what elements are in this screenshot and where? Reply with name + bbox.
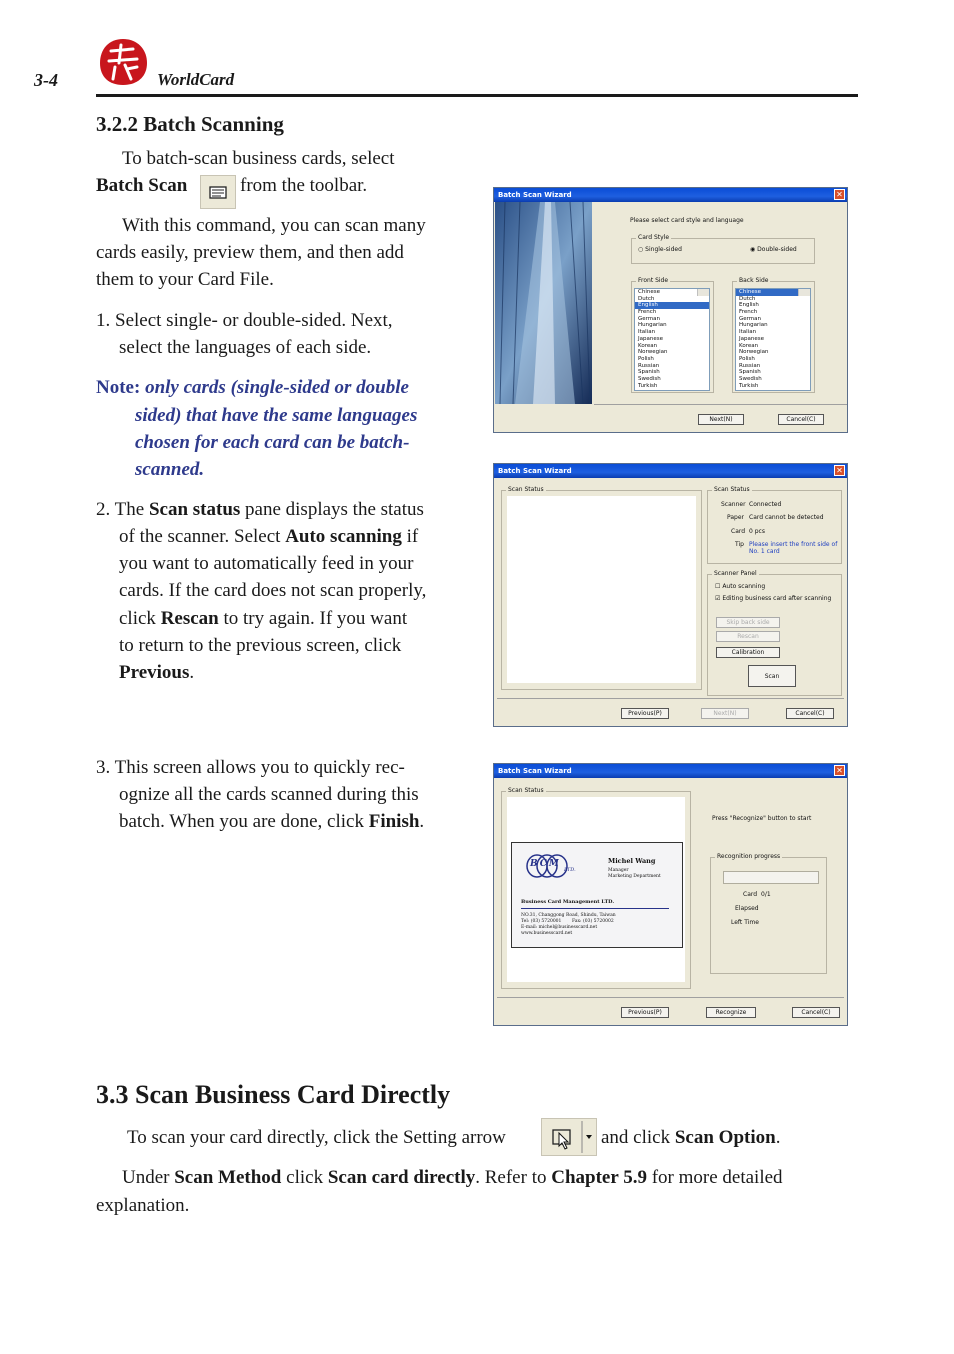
scrollbar[interactable] [697, 289, 709, 296]
d2-left-group-label: Scan Status [508, 486, 544, 493]
d2-tip-value-1: Please insert the front side of [749, 541, 838, 548]
language-option[interactable]: French [638, 309, 657, 316]
s33-l1-post: and click [601, 1127, 675, 1148]
language-option[interactable]: Japanese [638, 335, 663, 342]
d2-tip-value-2: No. 1 card [749, 548, 780, 555]
language-option[interactable]: Italian [739, 329, 757, 336]
intro-line-1: To batch-scan business cards, select [122, 148, 395, 169]
s2-l7-post: . [189, 662, 195, 683]
language-option[interactable]: Japanese [739, 335, 764, 342]
d2-rescan-button[interactable]: Rescan [716, 631, 780, 642]
s2-l2-bold: Auto scanning [285, 526, 402, 547]
language-option[interactable]: English [635, 302, 709, 309]
s3-l3-pre: batch. When you are done, click [119, 811, 369, 832]
s2-l5-bold: Rescan [160, 608, 219, 629]
s2-l1-bold: Scan status [148, 499, 241, 520]
d2-skip-back-side-button[interactable]: Skip back side [716, 617, 780, 628]
step2-line-7 [119, 659, 194, 686]
d1-back-label: Back Side [739, 277, 769, 284]
step2-line-2 [119, 523, 418, 550]
s2-l1-pre: 2. The [96, 499, 149, 520]
note-label: Note: [96, 377, 141, 398]
intro-line-2 [96, 172, 187, 199]
note-text-2: sided) that have the same languages [135, 405, 418, 426]
d3-elapsed-label: Elapsed [735, 905, 759, 912]
d1-next-button[interactable]: Next(N) [698, 414, 744, 425]
note-text-3: chosen for each card can be batch- [135, 432, 410, 453]
bc-email: E-mail: michel@businesscard.net [521, 925, 598, 930]
language-option[interactable]: Italian [638, 329, 656, 336]
business-card-preview [511, 842, 683, 948]
d3-cancel-button[interactable]: Cancel(C) [792, 1007, 840, 1018]
d2-cancel-button[interactable]: Cancel(C) [786, 708, 834, 719]
s3-l3-post: . [419, 811, 425, 832]
d2-editing-checkbox[interactable] [715, 595, 831, 602]
d3-progress-bar [723, 871, 819, 884]
d2-paper-value: Card cannot be detected [749, 514, 824, 521]
bc-logo-text: BCM [530, 859, 561, 869]
s33-l2-b2: Scan card directly [327, 1167, 476, 1188]
d2-preview-pane [507, 496, 696, 683]
d3-scan-status-group [501, 787, 691, 989]
language-option[interactable]: Hungarian [739, 322, 768, 329]
step3-line-1: 3. This screen allows you to quickly rec- [96, 757, 405, 778]
language-option[interactable]: Korean [638, 342, 658, 349]
intro-line-2-rest: from the toolbar. [240, 175, 368, 196]
note-line-4 [135, 456, 204, 483]
close-icon[interactable]: ✕ [834, 189, 845, 200]
bc-rule [521, 908, 669, 909]
note-line-2 [135, 402, 417, 429]
d1-front-language-list[interactable] [634, 288, 710, 391]
checkbox-unchecked-icon: ☐ [715, 583, 721, 590]
d3-card-value: 0/1 [761, 891, 771, 898]
setting-arrow-toolbar-icon [541, 1118, 597, 1156]
language-option[interactable]: Swedish [638, 375, 661, 382]
s33-l2-b1: Scan Method [174, 1167, 282, 1188]
d2-auto-label: Auto scanning [722, 583, 766, 590]
batch-scan-term: Batch Scan [96, 175, 188, 196]
batch-scan-wizard-dialog-1 [493, 187, 848, 433]
d2-tip-label: Tip [735, 541, 744, 548]
page-number: 3-4 [34, 70, 58, 90]
separator [497, 997, 844, 998]
step2-line-1 [96, 496, 424, 523]
language-option[interactable]: German [739, 315, 762, 322]
s33-l2-mid1: click [281, 1167, 328, 1188]
d2-scanner-value: Connected [749, 501, 782, 508]
d1-card-style-group [631, 234, 815, 264]
language-option[interactable]: Norwegian [739, 349, 769, 356]
s33-line-1-post [601, 1124, 780, 1151]
language-option[interactable]: Turkish [739, 382, 759, 389]
d2-right-group-label: Scan Status [714, 486, 750, 493]
language-option[interactable]: Dutch [638, 295, 655, 302]
step1-line-1: 1. Select single- or double-sided. Next, [96, 310, 393, 331]
separator [594, 404, 847, 405]
s33-l2-b3: Chapter 5.9 [551, 1167, 647, 1188]
language-option[interactable]: Polish [739, 355, 755, 362]
language-option[interactable]: Swedish [739, 375, 762, 382]
d2-auto-scanning-checkbox[interactable] [715, 583, 765, 590]
language-option[interactable]: Hungarian [638, 322, 667, 329]
bc-tel: Tel: (03) 5720001 [521, 919, 562, 924]
d1-front-label: Front Side [638, 277, 669, 284]
d2-next-button[interactable]: Next(N) [701, 708, 749, 719]
d3-progress-label: Recognition progress [717, 853, 781, 860]
language-option[interactable]: Russian [638, 362, 660, 369]
d1-front-group [631, 277, 714, 393]
step2-line-4: cards. If the card does not scan properly, [119, 580, 427, 601]
close-icon[interactable]: ✕ [834, 465, 845, 476]
batch-scan-wizard-dialog-2 [493, 463, 848, 727]
checkbox-checked-icon: ☑ [715, 595, 721, 602]
d1-prompt: Please select card style and language [630, 217, 744, 224]
d2-left-status-group [501, 486, 702, 690]
s2-l5-post: to try again. If you want [218, 608, 408, 629]
bc-logo-suffix: LTD. [564, 867, 576, 873]
d2-scanner-panel-group [707, 570, 842, 696]
d1-double-radio[interactable] [750, 246, 797, 253]
d3-card-label: Card [743, 891, 758, 898]
note-line-1 [96, 374, 409, 401]
d3-press-text: Press "Recognize" button to start [712, 815, 812, 822]
dialog3-title: Batch Scan Wizard [494, 764, 847, 778]
d3-recognize-button[interactable]: Recognize [706, 1007, 756, 1018]
d2-scan-button[interactable]: Scan [748, 665, 796, 687]
d2-card-value: 0 pcs [749, 528, 765, 535]
language-option[interactable]: French [739, 309, 758, 316]
s2-l5-pre: click [119, 608, 161, 629]
para2-line-3: them to your Card File. [96, 269, 274, 290]
note-text-1: only cards (single-sided or double [145, 377, 409, 398]
d1-single-label: Single-sided [645, 246, 682, 253]
d2-paper-label: Paper [727, 514, 744, 521]
step2-line-3: you want to automatically feed in your [119, 553, 414, 574]
step3-line-3 [119, 808, 424, 835]
d1-double-label: Double-sided [757, 246, 797, 253]
d2-scanner-label: Scanner [721, 501, 746, 508]
language-option[interactable]: Russian [739, 362, 761, 369]
para2-line-2: cards easily, preview them, and then add [96, 242, 404, 263]
d2-calibration-button[interactable]: Calibration [716, 647, 780, 658]
s33-line-1-pre: To scan your card directly, click the Setting arrow [127, 1127, 506, 1148]
d1-cancel-button[interactable]: Cancel(C) [778, 414, 824, 425]
s2-l2-pre: of the scanner. Select [119, 526, 286, 547]
d2-editing-label: Editing business card after scanning [722, 595, 832, 602]
separator [497, 698, 844, 699]
s33-l1-bold: Scan Option [674, 1127, 776, 1148]
d3-progress-group [710, 853, 827, 974]
header-rule [96, 94, 858, 97]
note-line-3 [135, 429, 409, 456]
d2-card-label: Card [731, 528, 746, 535]
d3-left-label: Left Time [731, 919, 759, 926]
bc-fax: Fax: (03) 5720002 [572, 919, 614, 924]
s2-l7-bold: Previous [119, 662, 190, 683]
radio-checked-icon: ◉ [750, 246, 756, 253]
note-text-4: scanned. [135, 459, 205, 480]
language-option[interactable]: Spanish [739, 369, 761, 376]
d2-right-status-group [707, 486, 842, 564]
d1-back-group [732, 277, 815, 393]
d3-previous-button[interactable]: Previous(P) [621, 1007, 669, 1018]
d3-group-label: Scan Status [508, 787, 544, 794]
language-option[interactable]: English [739, 302, 759, 309]
bc-title-2: Marketing Department [608, 874, 661, 879]
language-option[interactable]: Polish [638, 355, 654, 362]
wizard-banner-image [495, 202, 592, 404]
language-option[interactable]: Spanish [638, 369, 660, 376]
step2-line-5 [119, 605, 407, 632]
s2-l1-post: pane displays the status [240, 499, 424, 520]
language-option[interactable]: Korean [739, 342, 759, 349]
worldcard-logo [97, 35, 149, 87]
step3-line-2: ognize all the cards scanned during this [119, 784, 419, 805]
close-icon[interactable]: ✕ [834, 765, 845, 776]
batch-scan-toolbar-icon [200, 175, 236, 209]
scrollbar[interactable] [798, 289, 810, 296]
dialog2-title: Batch Scan Wizard [494, 464, 847, 478]
d1-back-language-list[interactable] [735, 288, 811, 391]
para2-line-1: With this command, you can scan many [122, 215, 426, 236]
s33-l2-pre: Under [122, 1167, 175, 1188]
bc-company: Business Card Management LTD. [521, 899, 615, 905]
batch-scan-wizard-dialog-3 [493, 763, 848, 1026]
s33-l2-mid2: . Refer to [475, 1167, 552, 1188]
s33-l2-post: for more detailed [646, 1167, 783, 1188]
d1-single-radio[interactable] [638, 246, 682, 253]
bc-title-1: Manager [608, 868, 629, 873]
section-heading-322: 3.2.2 Batch Scanning [96, 112, 284, 136]
language-option[interactable]: German [638, 315, 661, 322]
step1-line-2: select the languages of each side. [119, 337, 372, 358]
s3-l3-bold: Finish [368, 811, 420, 832]
s33-line-2 [122, 1164, 783, 1191]
d1-card-style-label: Card Style [638, 234, 670, 241]
running-title: WorldCard [157, 70, 235, 89]
d2-panel-label: Scanner Panel [714, 570, 757, 577]
step2-line-6: to return to the previous screen, click [119, 635, 402, 656]
section-heading-33: 3.3 Scan Business Card Directly [96, 1080, 451, 1109]
language-option[interactable]: Chinese [736, 289, 810, 296]
dialog1-title: Batch Scan Wizard [494, 188, 847, 202]
bc-web: www.businesscard.net [521, 931, 573, 936]
language-option[interactable]: Turkish [638, 382, 658, 389]
language-option[interactable]: Chinese [638, 289, 660, 295]
d2-previous-button[interactable]: Previous(P) [621, 708, 669, 719]
bc-name: Michel Wang [608, 857, 656, 865]
language-option[interactable]: Dutch [739, 295, 756, 302]
radio-unchecked-icon: ○ [638, 246, 644, 253]
s2-l2-post: if [401, 526, 419, 547]
bc-address: NO.31, Changgong Road, Shindu, Taiwan [521, 913, 616, 918]
s33-line-3: explanation. [96, 1195, 190, 1216]
language-option[interactable]: Norwegian [638, 349, 668, 356]
s33-l1-end: . [775, 1127, 781, 1148]
